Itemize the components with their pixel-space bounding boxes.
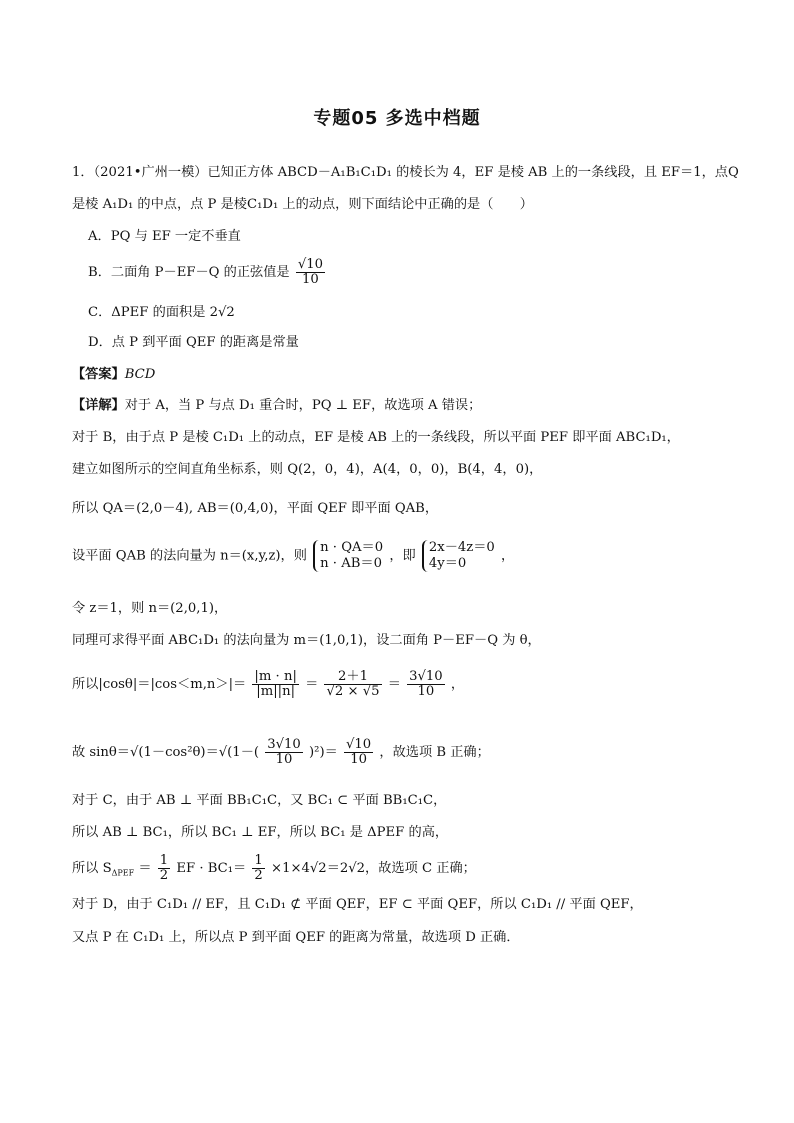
- detail-line-12: [72, 854, 476, 883]
- equals-sign: ＝: [387, 677, 401, 692]
- fraction-denominator: 10: [417, 684, 435, 699]
- sin-end: ，故选项 B 正确；: [379, 745, 490, 760]
- fraction-numerator: |m · n|: [254, 669, 297, 684]
- option-c: C．ΔPEF 的面积是 2√2: [88, 305, 235, 320]
- detail-text: 对于 A，当 P 与点 D₁ 重合时，PQ ⊥ EF，故选项 A 错误；: [124, 398, 482, 413]
- sin-mid: )²)＝: [309, 745, 338, 760]
- detail-line-14: 又点 P 在 C₁D₁ 上，所以点 P 到平面 QEF 的距离为常量，故选项 D 正确．: [72, 930, 520, 945]
- system-2-row-2: 4y＝0: [428, 556, 467, 571]
- normal-vector-text: 设平面 QAB 的法向量为 n＝(x,y,z)，则: [72, 548, 307, 564]
- detail-line-8: [72, 670, 464, 699]
- answer-tag: 【答案】: [72, 367, 125, 382]
- fraction-numerator: 1: [254, 853, 263, 868]
- fraction-denominator: 2: [254, 868, 263, 883]
- fraction-numerator: √10: [297, 257, 323, 272]
- fraction-numerator: 3√10: [409, 669, 443, 684]
- option-b-text: B．二面角 P－EF－Q 的正弦值是: [88, 265, 290, 280]
- detail-line-11: 所以 AB ⊥ BC₁，所以 BC₁ ⊥ EF，所以 BC₁ 是 ΔPEF 的高，: [72, 825, 449, 840]
- cos-fraction-2: [324, 670, 381, 699]
- equation-system-1: [313, 540, 383, 572]
- fraction-denominator: 10: [350, 752, 367, 767]
- question-line-2: 是棱 A₁D₁ 的中点，点 P 是棱C₁D₁ 上的动点，则下面结论中正确的是（ ）: [72, 197, 533, 212]
- detail-line-1: [72, 397, 481, 415]
- sin-fraction-2: [344, 738, 373, 767]
- page-title: 专题05 多选中档题: [313, 108, 481, 129]
- equation-system-2: [422, 540, 495, 572]
- cos-fraction-3: [407, 670, 445, 699]
- detail-line-9: [72, 738, 490, 767]
- fraction-denominator: 10: [302, 272, 319, 287]
- system-connector: ，即: [389, 548, 416, 564]
- equals-sign: ＝: [305, 677, 319, 692]
- fraction-denominator: 2: [159, 868, 169, 883]
- equals-sign: ＝: [138, 861, 152, 876]
- sin-fraction-1: [265, 738, 303, 767]
- option-d: D．点 P 到平面 QEF 的距离是常量: [88, 335, 299, 350]
- detail-line-13: 对于 D，由于 C₁D₁ // EF，且 C₁D₁ ⊄ 平面 QEF，EF ⊂ 平面 QEF，所以 C₁D₁ // 平面 QEF，: [72, 897, 643, 912]
- option-b-fraction: [296, 258, 325, 287]
- detail-line-3: 建立如图所示的空间直角坐标系，则 Q(2，0，4)，A(4，0，0)，B(4，4，0)，: [72, 462, 543, 477]
- detail-line-10: 对于 C，由于 AB ⊥ 平面 BB₁C₁C，又 BC₁ ⊂ 平面 BB₁C₁C，: [72, 793, 447, 808]
- detail-line-5: [72, 540, 514, 572]
- fraction-numerator: 2＋1: [324, 670, 381, 685]
- area-text: 所以 S: [72, 861, 112, 876]
- option-b: [88, 258, 327, 287]
- system-1-row-1: n · QA＝0: [320, 540, 384, 555]
- area-end: ×1×4√2＝2√2，故选项 C 正确；: [271, 861, 476, 876]
- fraction-denominator: |m||n|: [256, 684, 296, 699]
- fraction-denominator: 10: [275, 752, 293, 767]
- area-subscript: ΔPEF: [111, 868, 135, 878]
- system-end: ，: [501, 548, 515, 564]
- fraction-numerator: 3√10: [267, 737, 301, 752]
- fraction-numerator: 1: [159, 853, 169, 868]
- area-mid: EF · BC₁＝: [176, 861, 247, 876]
- option-a: A．PQ 与 EF 一定不垂直: [88, 229, 241, 244]
- system-1-row-2: n · AB＝0: [320, 556, 382, 571]
- answer-value: BCD: [124, 367, 156, 382]
- detail-tag: 【详解】: [72, 398, 125, 413]
- detail-line-6: 令 z＝1，则 n＝(2,0,1)，: [72, 601, 228, 616]
- cos-text: 所以|cosθ|＝|cos＜m,n＞|＝: [72, 677, 247, 692]
- cos-end: ，: [450, 677, 465, 692]
- detail-line-7: 同理可求得平面 ABC₁D₁ 的法向量为 m＝(1,0,1)，设二面角 P－EF－Q 为 θ，: [72, 633, 541, 648]
- area-fraction-1: [158, 854, 170, 883]
- sin-text: 故 sinθ＝√(1－cos²θ)＝√(1－(: [72, 745, 260, 760]
- system-2-row-1: 2x－4z＝0: [428, 540, 495, 555]
- fraction-denominator: √2 × √5: [326, 684, 380, 699]
- fraction-numerator: √10: [346, 737, 372, 752]
- answer-line: [72, 366, 155, 384]
- cos-fraction-1: [252, 670, 298, 699]
- detail-line-4: 所以 QA＝(2,0－4), AB＝(0,4,0)，平面 QEF 即平面 QAB，: [72, 501, 439, 516]
- area-fraction-2: [252, 854, 264, 883]
- detail-line-2: 对于 B，由于点 P 是棱 C₁D₁ 上的动点，EF 是棱 AB 上的一条线段，所以平面 PEF 即平面 ABC₁D₁，: [72, 430, 680, 445]
- question-line-1: 1．（2021•广州一模）已知正方体 ABCD－A₁B₁C₁D₁ 的棱长为 4，EF 是棱 AB 上的一条线段，且 EF＝1，点Q: [72, 165, 739, 180]
